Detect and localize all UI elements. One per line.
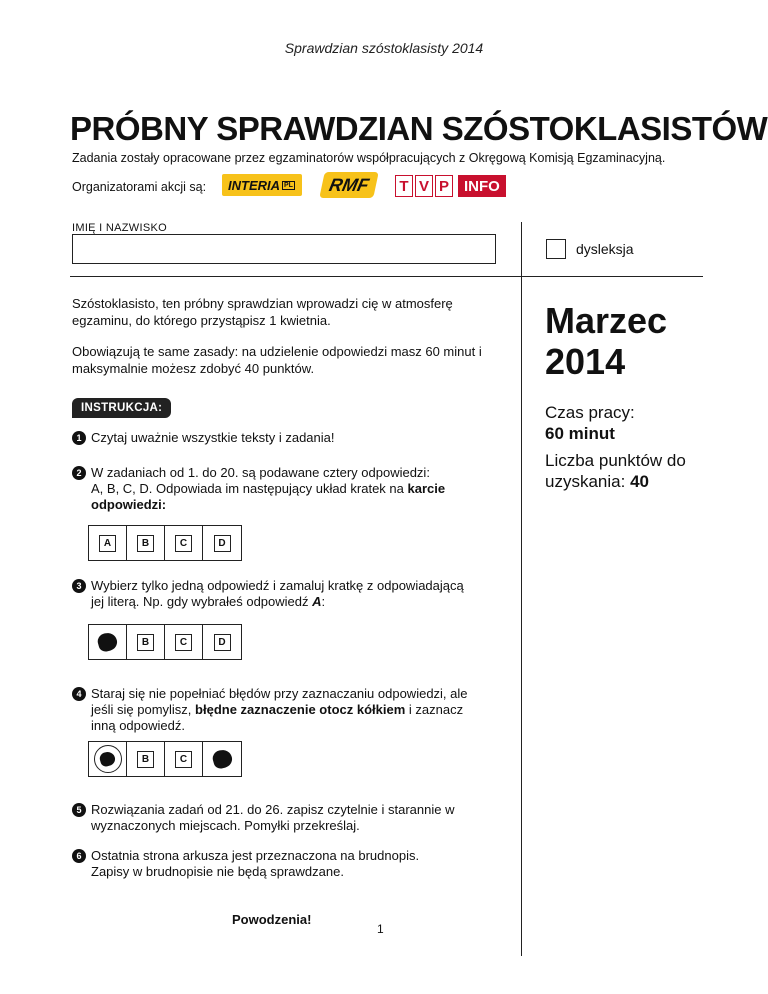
page-header: Sprawdzian szóstoklasisty 2014 xyxy=(284,40,484,56)
good-luck-text: Powodzenia! xyxy=(232,912,312,927)
instruction-1: 1 Czytaj uważnie wszystkie teksty i zadania! xyxy=(72,430,512,446)
interia-logo: INTERIA PL xyxy=(222,174,302,196)
intro-paragraph-2: Obowiązują te same zasady: na udzielenie odpowiedzi masz 60 minut i maksymalnie możesz zdobyć 40 punktów. xyxy=(72,344,482,376)
subtitle: Zadania zostały opracowane przez egzaminatorów współpracujących z Okręgową Komisją Egzaminacyjną. xyxy=(72,151,666,165)
answer-grid-filled-example: B C D xyxy=(88,624,242,660)
organizers-label: Organizatorami akcji są: xyxy=(72,180,207,194)
exam-date: Marzec 2014 xyxy=(545,300,668,382)
intro-paragraph-1: Szóstoklasisto, ten próbny sprawdzian wprowadzi cię w atmosferę egzaminu, do którego przystąpisz 1 kwietnia. xyxy=(72,296,453,328)
instruction-5: 5 Rozwiązania zadań od 21. do 26. zapisz czytelnie i starannie w wyznaczonych miejscach. Pomyłki przekreślaj. xyxy=(72,802,512,834)
work-time: Czas pracy: 60 minut xyxy=(545,403,635,443)
rmf-logo: RMF xyxy=(319,172,379,198)
instruction-4: 4 Staraj się nie popełniać błędów przy zaznaczaniu odpowiedzi, ale jeśli się pomylisz, błędne zaznaczenie otocz kółkiem i zaznacz inną odpowiedź. xyxy=(72,686,512,734)
page-title: PRÓBNY SPRAWDZIAN SZÓSTOKLASISTÓW xyxy=(70,110,768,147)
dyslexia-label: dysleksja xyxy=(576,241,634,257)
vertical-divider xyxy=(521,222,522,956)
page-number: 1 xyxy=(377,922,384,936)
answer-grid-example xyxy=(88,525,242,561)
tvp-info-logo: T V P INFO xyxy=(395,175,506,197)
answer-grid-corrected-example: B C xyxy=(88,741,242,777)
filled-mark-icon xyxy=(96,631,119,653)
name-input-box[interactable] xyxy=(72,234,496,264)
instructions-tag: INSTRUKCJA: xyxy=(72,398,171,418)
option-c: C xyxy=(175,535,192,552)
name-label: IMIĘ I NAZWISKO xyxy=(72,222,167,234)
instruction-3: 3 Wybierz tylko jedną odpowiedź i zamaluj kratkę z odpowiadającą jej literą. Np. gdy wybrałeś odpowiedź A: xyxy=(72,578,512,610)
dyslexia-checkbox[interactable] xyxy=(546,239,566,259)
horizontal-divider xyxy=(70,276,703,277)
instruction-2: 2 W zadaniach od 1. do 20. są podawane cztery odpowiedzi: A, B, C, D. Odpowiada im następujący układ kratek na karcie odpowiedzi: xyxy=(72,465,512,513)
instruction-6: 6 Ostatnia strona arkusza jest przeznaczona na brudnopis. Zapisy w brudnopisie nie będą sprawdzane. xyxy=(72,848,512,880)
option-b: B xyxy=(137,535,154,552)
circled-mark-icon xyxy=(94,745,122,773)
option-a: A xyxy=(99,535,116,552)
filled-mark-icon xyxy=(210,748,233,770)
option-d: D xyxy=(214,535,231,552)
max-points: Liczba punktów do uzyskania: 40 xyxy=(545,451,686,491)
